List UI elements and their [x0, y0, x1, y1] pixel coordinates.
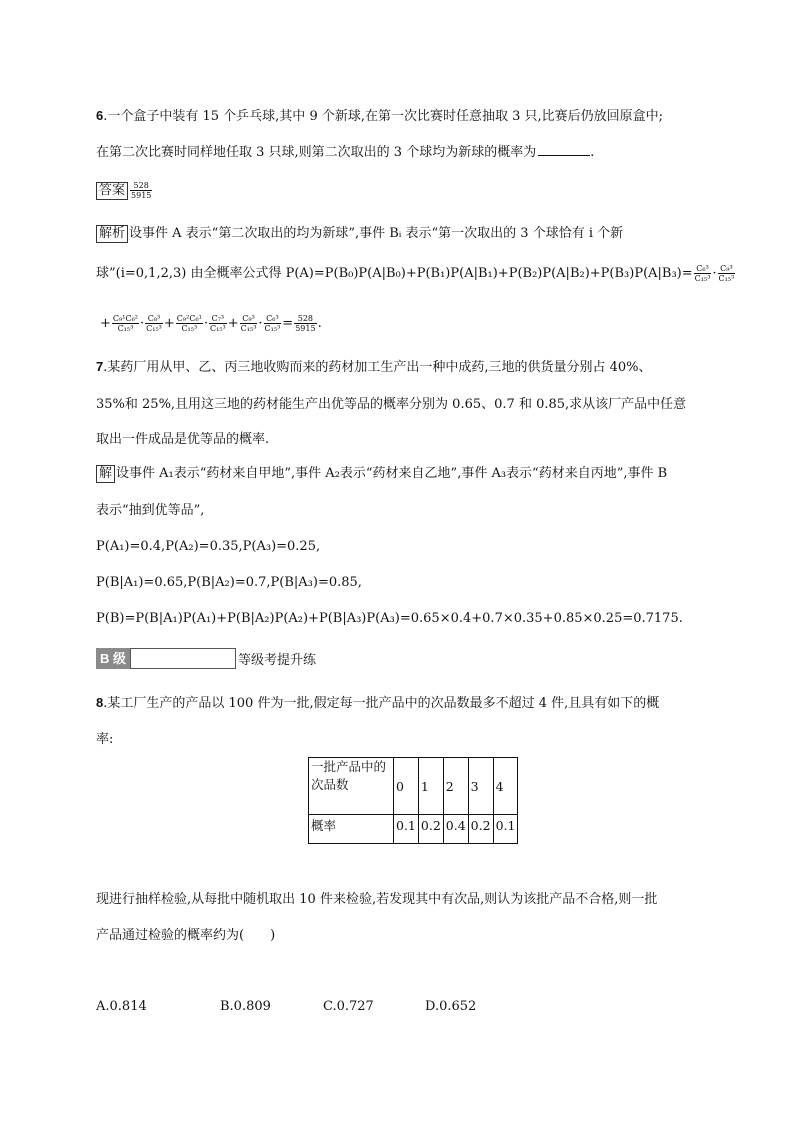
fraction-result: $\frac{528}{5915}$	[295, 314, 316, 333]
q7-solution-line-2: 表示“抽到优等品”,	[96, 503, 205, 518]
option-b: B.0.809	[220, 999, 271, 1014]
answer-blank	[538, 143, 590, 156]
q7-number: 7	[96, 359, 104, 374]
answer-tag: 答案	[96, 182, 128, 200]
fraction-f: $\frac{\text{C₇³}}{\text{C₁₅³}}$	[210, 314, 226, 333]
table-row	[309, 758, 518, 815]
table-col: 1	[418, 758, 443, 815]
level-title: 等级考提升练	[238, 653, 317, 668]
q6-answer	[96, 181, 153, 200]
table-cell: 0.1	[394, 815, 419, 844]
fraction-h: $\frac{\text{C₆³}}{\text{C₁₅³}}$	[264, 314, 281, 333]
fraction-b: $\frac{\text{C₉³}}{\text{C₁₅³}}$	[718, 264, 735, 283]
q8-line-3: 现进行抽样检验,从每批中随机取出 10 件来检验,若发现其中有次品,则认为该批产品不合格,则一批	[96, 892, 658, 907]
q8-number: 8	[96, 695, 104, 710]
q7-solution-line-5: P(B)=P(B|A₁)P(A₁)+P(B|A₂)P(A₂)+P(B|A₃)P(A₃)=0.65×0.4+0.7×0.35+0.85×0.25=0.7175.	[96, 611, 683, 626]
q7-solution-line-3: P(A₁)=0.4,P(A₂)=0.35,P(A₃)=0.25,	[96, 539, 321, 554]
q8-line-4: 产品通过检验的概率约为( )	[96, 928, 276, 943]
q6-line-2: 在第二次比赛时同样地任取 3 只球,则第二次取出的 3 个球均为新球的概率为 .	[96, 145, 595, 160]
option-a: A.0.814	[96, 999, 147, 1014]
table-cell: 0.2	[468, 815, 493, 844]
table-cell: 0.2	[418, 815, 443, 844]
fraction-g: $\frac{\text{C₉³}}{\text{C₁₅³}}$	[240, 314, 257, 333]
table-header-label: 一批产品中的次品数	[309, 758, 394, 815]
q6-number: 6	[96, 108, 104, 123]
q8-line-1: 8.某工厂生产的产品以 100 件为一批,假定每一批产品中的次品数最多不超过 4 件,且具有如下的概	[96, 695, 660, 711]
q7-solution-line-4: P(B|A₁)=0.65,P(B|A₂)=0.7,P(B|A₃)=0.85,	[96, 575, 362, 590]
q7-solution-line-1: 解 设事件 A₁表示“药材来自甲地”,事件 A₂表示“药材来自乙地”,事件 A₃表示“药材来自丙地”,事件 B	[96, 465, 667, 483]
q6-analysis-line-2: 球”(i=0,1,2,3) 由全概率公式得 P(A)=P(B₀)P(A|B₀)+P(B₁)P(A|B₁)+P(B₂)P(A|B₂)+P(B₃)P(A|B₃)= $\frac{\text{C₆³}}{\text{C₁₅³}}$ · $\frac{\text{C₉³}}{\text{C₁₅³}}$	[96, 264, 735, 283]
answer-fraction: $\frac{528}{5915}$	[131, 181, 152, 200]
level-box	[130, 648, 236, 669]
option-d: D.0.652	[425, 999, 477, 1014]
level-badge: B 级	[96, 648, 130, 669]
analysis-tag: 解析	[96, 225, 128, 243]
q7-line-1: 7.某药厂用从甲、乙、丙三地收购而来的药材加工生产出一种中成药,三地的供货量分别占 40%、	[96, 359, 652, 375]
table-row-label: 概率	[309, 815, 394, 844]
table-col: 2	[443, 758, 468, 815]
table-cell: 0.4	[443, 815, 468, 844]
table-col: 0	[394, 758, 419, 815]
solution-tag: 解	[96, 465, 115, 483]
table-cell: 0.1	[493, 815, 518, 844]
q6-analysis-line-1: 解析 设事件 A 表示“第二次取出的均为新球”,事件 Bᵢ 表示“第一次取出的 3 个球恰有 i 个新	[96, 225, 623, 243]
q8-line-2: 率:	[96, 732, 114, 747]
q6-analysis-line-3: + $\frac{\text{C₉¹C₆²}}{\text{C₁₅³}}$ · $\frac{\text{C₈³}}{\text{C₁₅³}}$ + $\frac{\text{C₉²C₆¹}}{\text{C₁₅³}}$ · $\frac{\text{C₇³}}{\text{C₁₅³}}$ + $\frac{\text{C₉³}}{\text{C₁₅³}}$ · $\frac{\text{C₆³}}{\text{C₁₅³}}$ = $\frac{528}{5915}$ .	[100, 314, 322, 333]
fraction-d: $\frac{\text{C₈³}}{\text{C₁₅³}}$	[146, 314, 162, 333]
fraction-a: $\frac{\text{C₆³}}{\text{C₁₅³}}$	[694, 264, 711, 283]
q7-line-3: 取出一件成品是优等品的概率.	[96, 432, 270, 447]
probability-table	[308, 757, 518, 844]
table-row	[309, 815, 518, 844]
table-col: 4	[493, 758, 518, 815]
option-c: C.0.727	[323, 999, 374, 1014]
fraction-c: $\frac{\text{C₉¹C₆²}}{\text{C₁₅³}}$	[112, 314, 138, 333]
q6-line-1: 6.一个盒子中装有 15 个乒乓球,其中 9 个新球,在第一次比赛时任意抽取 3 只,比赛后仍放回原盒中;	[96, 108, 664, 124]
fraction-e: $\frac{\text{C₉²C₆¹}}{\text{C₁₅³}}$	[176, 314, 202, 333]
q7-line-2: 35%和 25%,且用这三地的药材能生产出优等品的概率分别为 0.65、0.7 和 0.85,求从该厂产品中任意	[96, 397, 687, 412]
table-col: 3	[468, 758, 493, 815]
